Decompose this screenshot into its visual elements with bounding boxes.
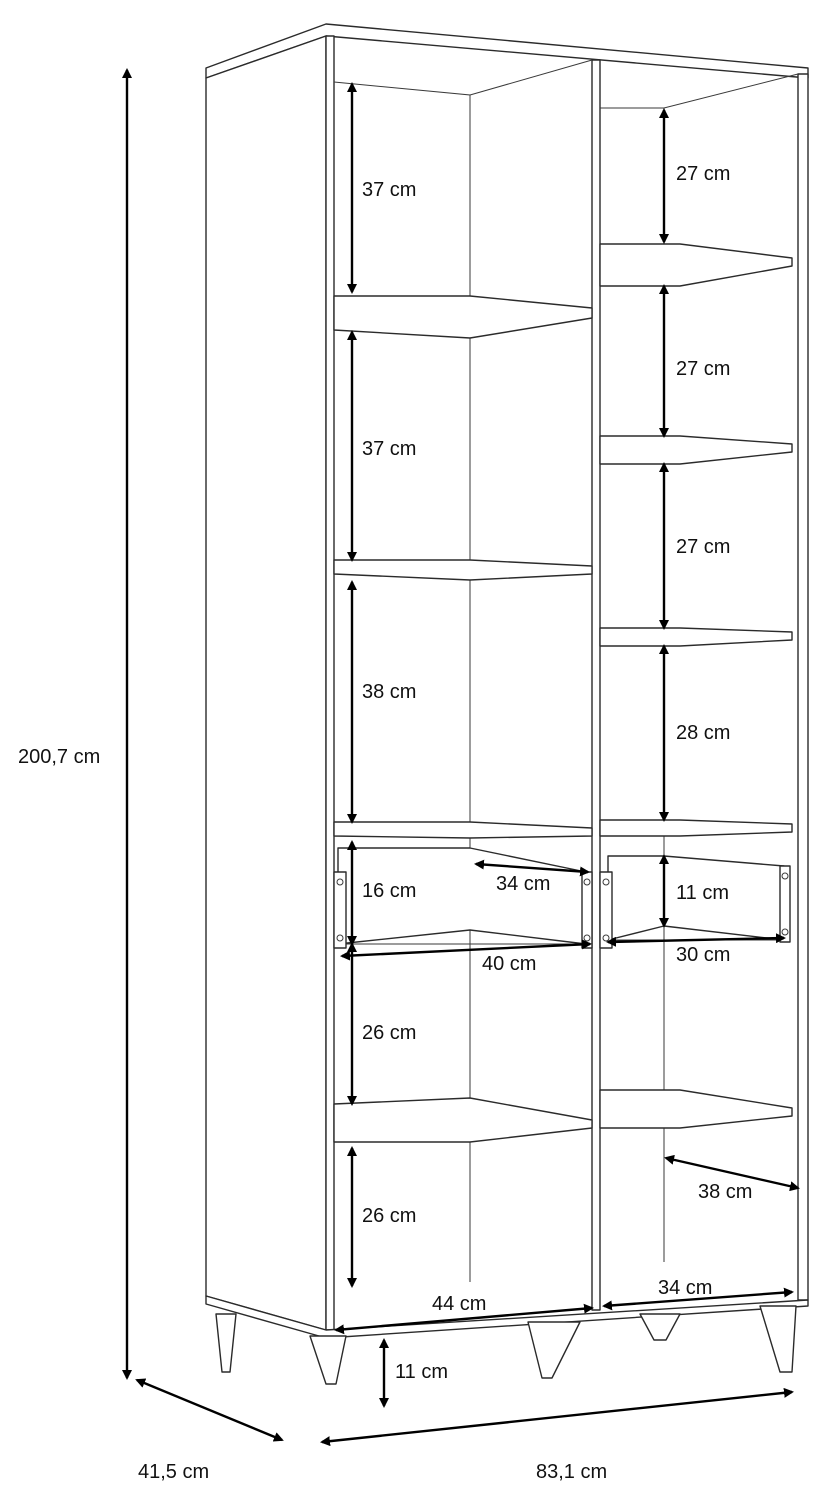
right-drawer-height-label: 11 cm	[676, 882, 729, 904]
left-shelves	[334, 296, 592, 1142]
left-compartment-2-label: 37 cm	[362, 438, 417, 460]
overall-width-label: 83,1 cm	[536, 1461, 608, 1483]
left-compartment-6-label: 26 cm	[362, 1205, 417, 1227]
overall-height-label: 200,7 cm	[18, 746, 101, 768]
cabinet-body	[206, 24, 808, 1338]
right-shelf-depth-label: 38 cm	[698, 1181, 753, 1203]
right-compartment-4-label: 28 cm	[676, 722, 731, 744]
right-compartment-3-label: 27 cm	[676, 536, 731, 558]
right-drawer-width-label: 30 cm	[676, 944, 731, 966]
overall-depth-label: 41,5 cm	[138, 1461, 210, 1483]
right-inner-width-label: 34 cm	[658, 1277, 713, 1299]
left-drawer-width-label: 40 cm	[482, 953, 537, 975]
right-compartment-2-label: 27 cm	[676, 358, 731, 380]
left-compartment-5-label: 26 cm	[362, 1022, 417, 1044]
left-drawer-height-label: 16 cm	[362, 880, 417, 902]
left-compartment-1-label: 37 cm	[362, 179, 417, 201]
left-drawer-depth-label: 34 cm	[496, 873, 551, 895]
left-inner-width-label: 44 cm	[432, 1293, 487, 1315]
right-compartment-1-label: 27 cm	[676, 163, 731, 185]
left-compartment-3-label: 38 cm	[362, 681, 417, 703]
leg-height-label: 11 cm	[395, 1361, 448, 1383]
